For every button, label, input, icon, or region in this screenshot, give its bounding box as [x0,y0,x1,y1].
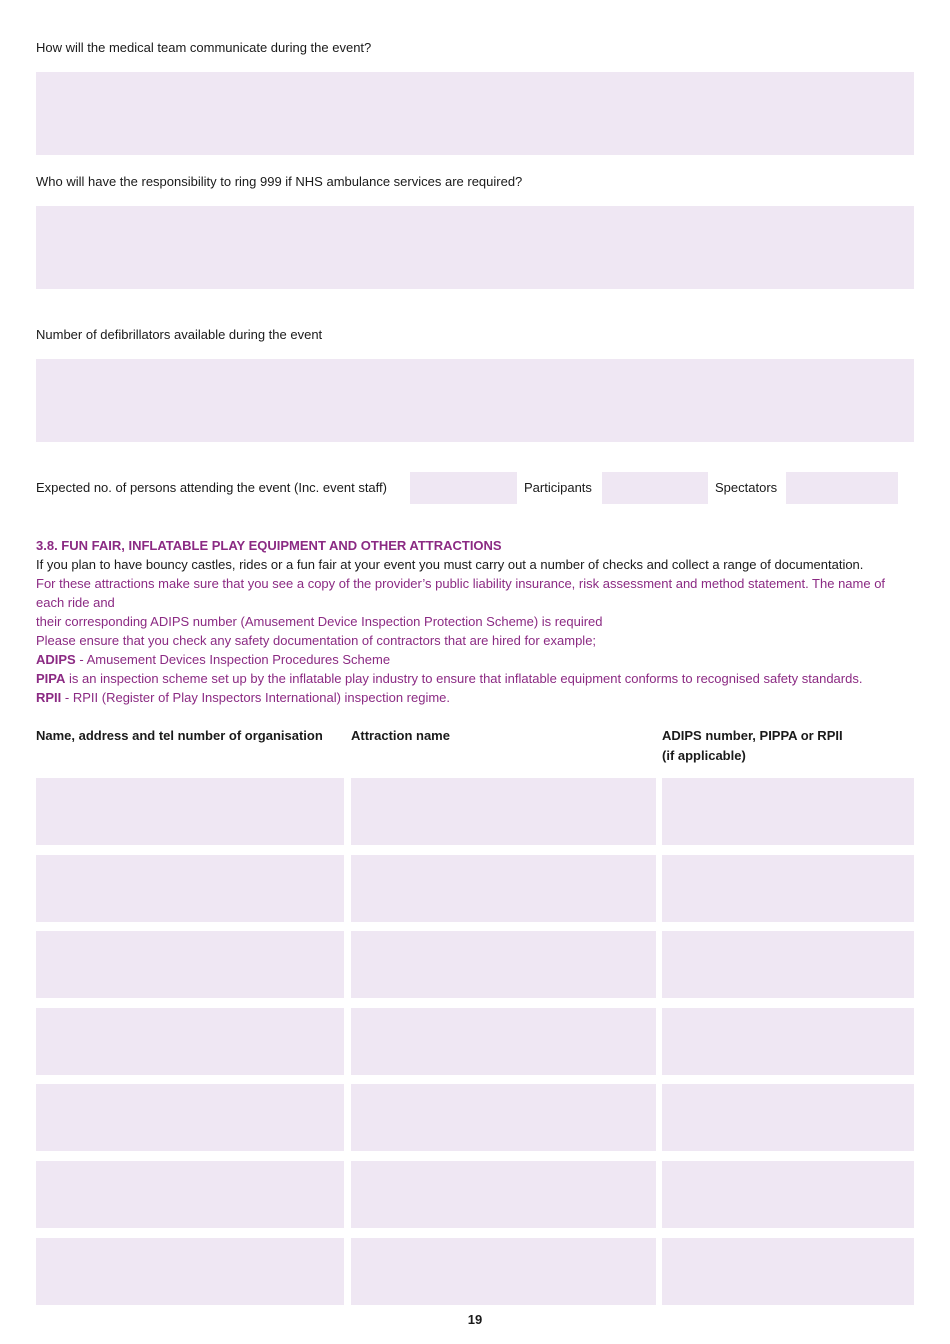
communication-input[interactable] [36,72,914,155]
rpii-desc: - RPII (Register of Play Inspectors International) inspection regime. [61,690,451,705]
attendance-total-input[interactable] [410,472,517,504]
pipa-term: PIPA [36,671,66,686]
organisation-cell[interactable] [36,1084,344,1151]
section-line2: their corresponding ADIPS number (Amusement Device Inspection Protection Scheme) is required [36,614,603,629]
section-title: 3.8. FUN FAIR, INFLATABLE PLAY EQUIPMENT AND OTHER ATTRACTIONS [36,538,502,553]
adips-term: ADIPS [36,652,76,667]
fun-fair-section [36,536,908,707]
participants-input[interactable] [602,472,708,504]
adips-desc: - Amusement Devices Inspection Procedures Scheme [75,652,391,667]
question-communication: How will the medical team communicate during the event? [36,40,372,55]
inspection-number-cell[interactable] [662,1008,914,1075]
attraction-cell[interactable] [351,778,656,845]
attendance-label: Expected no. of persons attending the event (Inc. event staff) [36,480,387,495]
participants-label: Participants [524,480,592,495]
spectators-label: Spectators [715,480,778,495]
defibrillators-input[interactable] [36,359,914,442]
attraction-cell[interactable] [351,931,656,998]
col-header-inspection-number [662,726,843,766]
inspection-number-cell[interactable] [662,1238,914,1305]
page-number: 19 [467,1312,483,1327]
attraction-cell[interactable] [351,1161,656,1228]
col-header-line1: ADIPS number, PIPPA or RPII [662,728,843,743]
col-header-attraction: Attraction name [351,728,450,743]
organisation-cell[interactable] [36,931,344,998]
inspection-number-cell[interactable] [662,931,914,998]
inspection-number-cell[interactable] [662,1161,914,1228]
question-defibrillators: Number of defibrillators available during the event [36,327,323,342]
ring-999-input[interactable] [36,206,914,289]
organisation-cell[interactable] [36,1238,344,1305]
col-header-organisation: Name, address and tel number of organisation [36,728,323,743]
rpii-term: RPII [36,690,62,705]
organisation-cell[interactable] [36,855,344,922]
organisation-cell[interactable] [36,1008,344,1075]
col-header-line2: (if applicable) [662,748,746,763]
section-intro: If you plan to have bouncy castles, rides or a fun fair at your event you must carry out a number of checks and collect a range of documentation. [36,557,864,572]
attraction-cell[interactable] [351,1008,656,1075]
section-line1: For these attractions make sure that you see a copy of the provider’s public liability insurance, risk assessment and method statement. The name of each ride and [36,576,886,610]
attraction-cell[interactable] [351,855,656,922]
inspection-number-cell[interactable] [662,1084,914,1151]
inspection-number-cell[interactable] [662,855,914,922]
attraction-cell[interactable] [351,1238,656,1305]
inspection-number-cell[interactable] [662,778,914,845]
section-line3: Please ensure that you check any safety documentation of contractors that are hired for example; [36,633,597,648]
organisation-cell[interactable] [36,778,344,845]
question-ring-999: Who will have the responsibility to ring 999 if NHS ambulance services are required? [36,174,523,189]
spectators-input[interactable] [786,472,898,504]
pipa-desc: is an inspection scheme set up by the inflatable play industry to ensure that inflatable equipment conforms to recognised safety standards. [65,671,863,686]
attraction-cell[interactable] [351,1084,656,1151]
organisation-cell[interactable] [36,1161,344,1228]
